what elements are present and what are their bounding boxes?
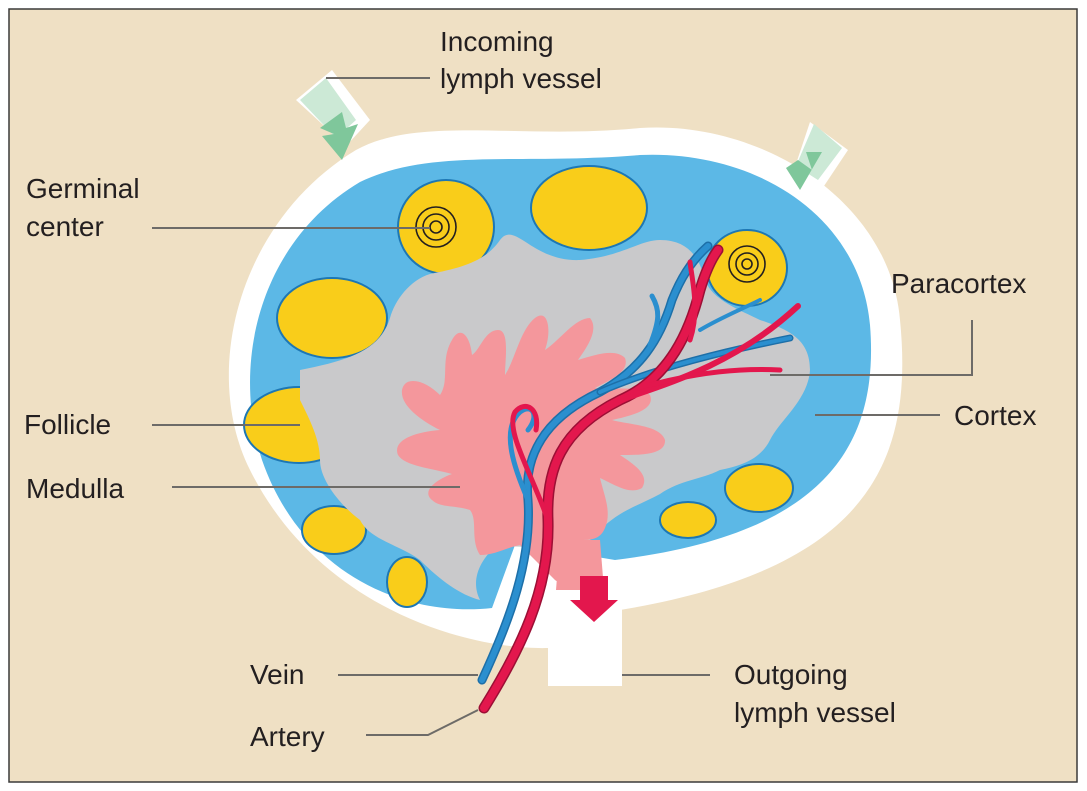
label-artery: Artery — [250, 721, 325, 752]
label-cortex: Cortex — [954, 400, 1037, 431]
label-incoming-1: Incoming — [440, 26, 554, 57]
label-outgoing-1: Outgoing — [734, 659, 848, 690]
follicle — [531, 166, 647, 250]
follicle — [387, 557, 427, 607]
label-germinal-2: center — [26, 211, 104, 242]
label-outgoing-2: lymph vessel — [734, 697, 896, 728]
label-germinal-1: Germinal — [26, 173, 140, 204]
follicle — [707, 230, 787, 306]
label-incoming-2: lymph vessel — [440, 63, 602, 94]
label-vein: Vein — [250, 659, 305, 690]
label-follicle: Follicle — [24, 409, 112, 440]
label-paracortex: Paracortex — [891, 268, 1027, 299]
follicle — [660, 502, 716, 538]
follicle — [725, 464, 793, 512]
label-medulla: Medulla — [26, 473, 125, 504]
